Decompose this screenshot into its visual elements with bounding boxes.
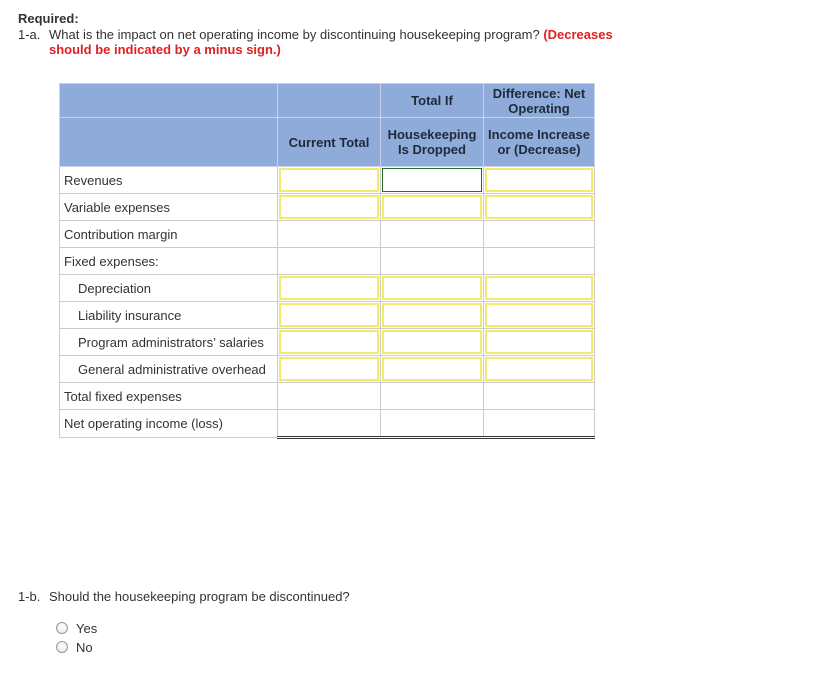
- cell-current: [278, 194, 381, 221]
- option-yes-label: Yes: [76, 620, 98, 636]
- overhead-difference-input[interactable]: [485, 357, 593, 381]
- row-label: Depreciation: [60, 275, 278, 302]
- cell-current: [278, 221, 381, 248]
- cell-difference: [484, 383, 595, 410]
- header-total-if-bottom: [381, 118, 484, 167]
- cell-difference: [484, 194, 595, 221]
- row-label: Variable expenses: [60, 194, 278, 221]
- cell-difference: [484, 275, 595, 302]
- cell-current: [278, 329, 381, 356]
- cell-difference: [484, 167, 595, 194]
- question-1a-prompt: What is the impact on net operating income by discontinuing housekeeping program?: [49, 27, 540, 42]
- question-1b-text: Should the housekeeping program be discontinued?: [49, 589, 350, 604]
- liability-difference-input[interactable]: [485, 303, 593, 327]
- header-label-blank: [60, 84, 278, 118]
- row-label: Fixed expenses:: [60, 248, 278, 275]
- radio-no[interactable]: [56, 641, 68, 653]
- header-difference-line3: Income Increase: [488, 127, 590, 142]
- cell-dropped: [381, 248, 484, 275]
- row-label: Revenues: [60, 167, 278, 194]
- header-difference-line4: or (Decrease): [497, 142, 581, 157]
- overhead-dropped-input[interactable]: [382, 357, 482, 381]
- header-label-blank-2: [60, 118, 278, 167]
- cell-dropped: [381, 383, 484, 410]
- row-label: General administrative overhead: [60, 356, 278, 383]
- cell-difference: [484, 329, 595, 356]
- header-difference-line2: Operating: [508, 100, 570, 116]
- header-difference-top: [484, 84, 595, 118]
- required-heading: Required:: [18, 11, 79, 26]
- row-revenues: [60, 167, 595, 194]
- cell-dropped: [381, 275, 484, 302]
- radio-yes[interactable]: [56, 622, 68, 634]
- cell-current: [278, 356, 381, 383]
- cell-dropped: [381, 329, 484, 356]
- header-total-if-line2: Housekeeping: [387, 127, 477, 142]
- row-general-admin-overhead: [60, 356, 595, 383]
- cell-current: [278, 248, 381, 275]
- revenues-current-input[interactable]: [279, 168, 379, 192]
- cell-current: [278, 302, 381, 329]
- row-total-fixed-expenses: [60, 383, 595, 410]
- variable-dropped-input[interactable]: [382, 195, 482, 219]
- cell-dropped: [381, 194, 484, 221]
- row-variable-expenses: [60, 194, 595, 221]
- cell-difference: [484, 302, 595, 329]
- question-1b-number: 1-b.: [18, 589, 41, 604]
- salaries-dropped-input[interactable]: [382, 330, 482, 354]
- row-net-operating-income: [60, 410, 595, 438]
- row-label: Net operating income (loss): [60, 410, 278, 438]
- cell-dropped: [381, 410, 484, 438]
- header-row-2: [60, 118, 595, 167]
- row-contribution-margin: [60, 221, 595, 248]
- header-difference-line1: Difference: Net: [492, 85, 586, 101]
- option-yes[interactable]: [56, 620, 97, 636]
- cell-dropped: [381, 167, 484, 194]
- variable-difference-input[interactable]: [485, 195, 593, 219]
- depreciation-difference-input[interactable]: [485, 276, 593, 300]
- overhead-current-input[interactable]: [279, 357, 379, 381]
- income-comparison-table: [59, 83, 595, 439]
- row-fixed-expenses: [60, 248, 595, 275]
- header-total-if-line3: Is Dropped: [398, 142, 466, 157]
- header-current-blank: [278, 84, 381, 118]
- salaries-difference-input[interactable]: [485, 330, 593, 354]
- cell-difference: [484, 356, 595, 383]
- variable-current-input[interactable]: [279, 195, 379, 219]
- header-row-1: [60, 84, 595, 118]
- row-liability-insurance: [60, 302, 595, 329]
- cell-difference: [484, 410, 595, 438]
- salaries-current-input[interactable]: [279, 330, 379, 354]
- cell-dropped: [381, 356, 484, 383]
- liability-dropped-input[interactable]: [382, 303, 482, 327]
- row-label: Total fixed expenses: [60, 383, 278, 410]
- row-label: Program administrators’ salaries: [60, 329, 278, 356]
- revenues-difference-input[interactable]: [485, 168, 593, 192]
- cell-difference: [484, 221, 595, 248]
- question-1a-number: 1-a.: [18, 27, 41, 42]
- header-current-total: Current Total: [278, 118, 381, 167]
- cell-dropped: [381, 302, 484, 329]
- cell-difference: [484, 248, 595, 275]
- header-difference-bottom: [484, 118, 595, 167]
- row-program-admin-salaries: [60, 329, 595, 356]
- cell-dropped: [381, 221, 484, 248]
- question-1a-note: (Decreases should be indicated by a minus sign.): [49, 27, 613, 57]
- cell-current: [278, 383, 381, 410]
- option-no[interactable]: [56, 639, 93, 655]
- header-total-if-top: Total If: [381, 84, 484, 118]
- option-no-label: No: [76, 639, 93, 655]
- cell-current: [278, 410, 381, 438]
- depreciation-current-input[interactable]: [279, 276, 379, 300]
- depreciation-dropped-input[interactable]: [382, 276, 482, 300]
- question-1b: [18, 589, 350, 604]
- row-label: Contribution margin: [60, 221, 278, 248]
- cell-current: [278, 275, 381, 302]
- liability-current-input[interactable]: [279, 303, 379, 327]
- cell-current: [278, 167, 381, 194]
- revenues-dropped-input[interactable]: [382, 168, 482, 192]
- question-1a-text: [49, 27, 639, 57]
- row-depreciation: [60, 275, 595, 302]
- row-label: Liability insurance: [60, 302, 278, 329]
